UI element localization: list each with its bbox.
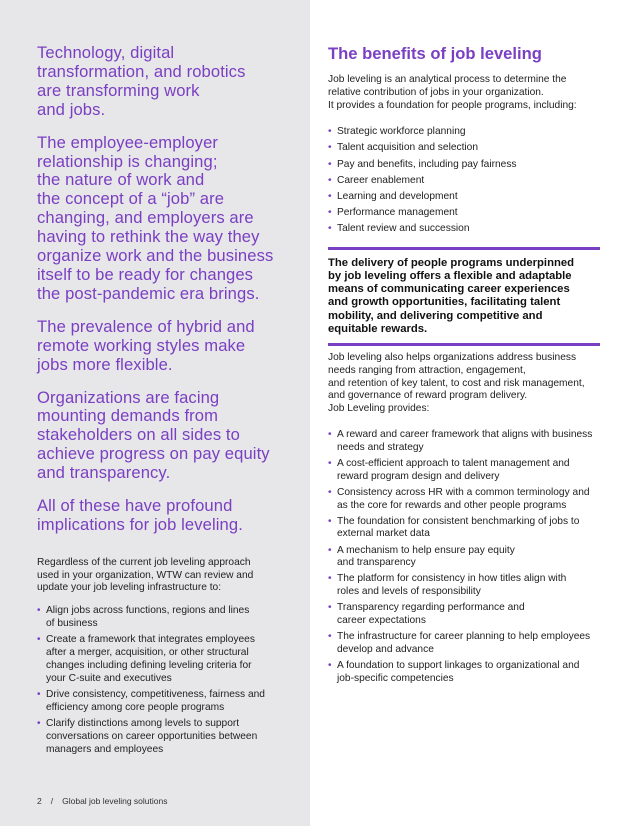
bullet-dot-icon: • (328, 515, 332, 527)
headline-line: are transforming work (37, 80, 200, 100)
headline-line: mounting demands from (37, 406, 219, 426)
headline-line: the concept of a “job” are (37, 189, 225, 209)
bullet-dot-icon: • (328, 457, 332, 469)
right-column (328, 44, 603, 689)
bullet-text-line: after a merger, acquisition, or other structural (46, 647, 249, 659)
bullet-text-line: Strategic workforce planning (337, 126, 466, 138)
headline-block (37, 318, 287, 375)
bullet-text-line: career expectations (337, 615, 426, 627)
bullet-text-line: A reward and career framework that aligns with business (337, 428, 593, 440)
left-bullet-item (37, 718, 287, 756)
bullet-text-line: as the core for rewards and other people programs (337, 499, 567, 511)
bullet-text-line: Pay and benefits, including pay fairness (337, 158, 517, 170)
bullet-text-line: job-specific competencies (337, 672, 454, 684)
headlines (37, 44, 287, 535)
callout-line: means of communicating career experiences (328, 283, 570, 296)
bullet-text-line: Create a framework that integrates employees (46, 634, 255, 646)
bullet-dot-icon: • (328, 428, 332, 440)
para-line: and retention of key talent, to cost and risk management, (328, 377, 585, 389)
headline-line: Technology, digital (37, 43, 175, 62)
bullet-text-line: changes including defining leveling criteria for (46, 659, 252, 671)
bullet-text-line: external market data (337, 528, 430, 540)
provides-item (328, 458, 603, 484)
intro-line: It provides a foundation for people programs, including: (328, 99, 577, 111)
bullet-text-line: A mechanism to help ensure pay equity (337, 544, 515, 556)
headline-line: relationship is changing; (37, 151, 218, 171)
program-item (328, 126, 603, 139)
headline-line: itself to be ready for changes (37, 264, 254, 284)
intro-line: Job leveling is an analytical process to determine the (328, 74, 567, 85)
left-column (37, 44, 287, 760)
section-title: The benefits of job leveling (328, 44, 542, 63)
bullet-text-line: develop and advance (337, 643, 434, 655)
provides-item (328, 602, 603, 628)
bullet-text-line: Transparency regarding performance and (337, 602, 525, 614)
provides-item (328, 660, 603, 686)
bullet-text-line: and transparency (337, 557, 416, 569)
bullet-dot-icon: • (328, 486, 332, 498)
bullet-dot-icon: • (37, 605, 41, 617)
bullet-text-line: Talent acquisition and selection (337, 142, 479, 154)
bullet-dot-icon: • (328, 126, 332, 138)
bullet-dot-icon: • (328, 174, 332, 186)
callout-line: equitable rewards. (328, 322, 428, 335)
footer-separator: / (50, 796, 54, 806)
para-line: needs ranging from attraction, engagement, (328, 364, 526, 376)
bullet-dot-icon: • (328, 142, 332, 154)
callout-line: The delivery of people programs underpinned (328, 256, 575, 269)
bullet-text-line: Talent review and succession (337, 222, 470, 234)
bullet-text-line: The infrastructure for career planning to help employees (337, 631, 591, 643)
para-line: Job Leveling provides: (328, 403, 430, 415)
bullet-dot-icon: • (328, 631, 332, 643)
bullet-dot-icon: • (37, 718, 41, 730)
callout-text (328, 257, 603, 336)
bullet-text-line: Align jobs across functions, regions and lines (46, 605, 250, 617)
bullet-text-line: Career enablement (337, 174, 425, 186)
callout-line: by job leveling offers a flexible and adaptable (328, 269, 572, 282)
bullet-dot-icon: • (328, 544, 332, 556)
callout-top-rule (328, 247, 600, 250)
intro-line: Regardless of the current job leveling approach (37, 556, 251, 568)
bullet-text-line: reward program design and delivery (337, 470, 500, 482)
bullet-dot-icon: • (328, 660, 332, 672)
provides-item (328, 573, 603, 599)
left-intro (37, 557, 287, 595)
program-item (328, 191, 603, 204)
bullet-text-line: roles and levels of responsibility (337, 586, 481, 598)
headline-line: the post-pandemic era brings. (37, 283, 260, 303)
bullet-text-line: Performance management (337, 206, 458, 218)
right-intro (328, 74, 603, 112)
footer-doc-title: Global job leveling solutions (62, 796, 168, 806)
page-number: 2 (37, 796, 42, 806)
headline-block (37, 389, 287, 484)
program-list (328, 126, 603, 235)
bullet-text-line: needs and strategy (337, 441, 424, 453)
bullet-text-line: The foundation for consistent benchmarking of jobs to (337, 515, 580, 527)
bullet-dot-icon: • (328, 222, 332, 234)
headline-block (37, 134, 287, 304)
headline-line: and transparency. (37, 463, 171, 483)
bullet-text-line: A cost-efficient approach to talent management and (337, 457, 570, 469)
provides-item (328, 516, 603, 542)
provides-item (328, 487, 603, 513)
callout-line: and growth opportunities, facilitating talent (328, 296, 561, 309)
bullet-dot-icon: • (328, 602, 332, 614)
program-item (328, 142, 603, 155)
left-bullet-item (37, 634, 287, 685)
headline-line: the nature of work and (37, 170, 205, 190)
program-item (328, 175, 603, 188)
headline-line: transformation, and robotics (37, 61, 246, 81)
bullet-dot-icon: • (328, 190, 332, 202)
headline-line: achieve progress on pay equity (37, 444, 270, 464)
provides-item (328, 545, 603, 571)
bullet-text-line: Consistency across HR with a common terminology and (337, 486, 590, 498)
program-item (328, 207, 603, 220)
bullet-text-line: Drive consistency, competitiveness, fairness and (46, 689, 265, 701)
headline-line: having to rethink the way they (37, 227, 260, 247)
headline-line: and jobs. (37, 99, 106, 119)
program-item (328, 159, 603, 172)
callout-bottom-rule (328, 343, 600, 346)
provides-item (328, 631, 603, 657)
bullet-text-line: Learning and development (337, 190, 458, 202)
bullet-dot-icon: • (37, 634, 41, 646)
headline-line: All of these have profound (37, 496, 233, 516)
right-para-2 (328, 352, 603, 416)
intro-line: used in your organization, WTW can review and (37, 569, 254, 581)
program-item (328, 223, 603, 236)
left-bullet-item (37, 689, 287, 715)
left-bullet-list (37, 605, 287, 756)
provides-list (328, 429, 603, 686)
bullet-dot-icon: • (328, 573, 332, 585)
provides-item (328, 429, 603, 455)
headline-line: jobs more flexible. (37, 354, 173, 374)
intro-line: update your job leveling infrastructure to: (37, 582, 222, 594)
headline-line: remote working styles make (37, 335, 246, 355)
para-line: Job leveling also helps organizations address business (328, 351, 577, 363)
bullet-text-line: The platform for consistency in how titles align with (337, 573, 567, 585)
callout-line: mobility, and delivering competitive and (328, 309, 543, 322)
bullet-text-line: of business (46, 618, 98, 630)
bullet-text-line: efficiency among core people programs (46, 701, 225, 713)
headline-line: The prevalence of hybrid and (37, 316, 255, 336)
bullet-text-line: Clarify distinctions among levels to support (46, 718, 240, 730)
bullet-dot-icon: • (328, 206, 332, 218)
headline-line: Organizations are facing (37, 387, 220, 407)
bullet-text-line: conversations on career opportunities between (46, 730, 258, 742)
bullet-dot-icon: • (328, 158, 332, 170)
headline-block (37, 44, 287, 120)
bullet-text-line: your C-suite and executives (46, 672, 172, 684)
headline-line: implications for job leveling. (37, 514, 243, 534)
bullet-text-line: managers and employees (46, 743, 164, 755)
bullet-dot-icon: • (37, 689, 41, 701)
headline-block (37, 497, 287, 535)
headline-line: organize work and the business (37, 246, 274, 266)
bullet-text-line: A foundation to support linkages to organizational and (337, 660, 580, 672)
headline-line: changing, and employers are (37, 208, 254, 228)
headline-line: The employee-employer (37, 132, 219, 152)
intro-line: relative contribution of jobs in your organization. (328, 86, 544, 98)
page-footer (37, 796, 167, 806)
left-bullet-item (37, 605, 287, 631)
para-line: and governance of reward program delivery. (328, 390, 528, 402)
headline-line: stakeholders on all sides to (37, 425, 240, 445)
